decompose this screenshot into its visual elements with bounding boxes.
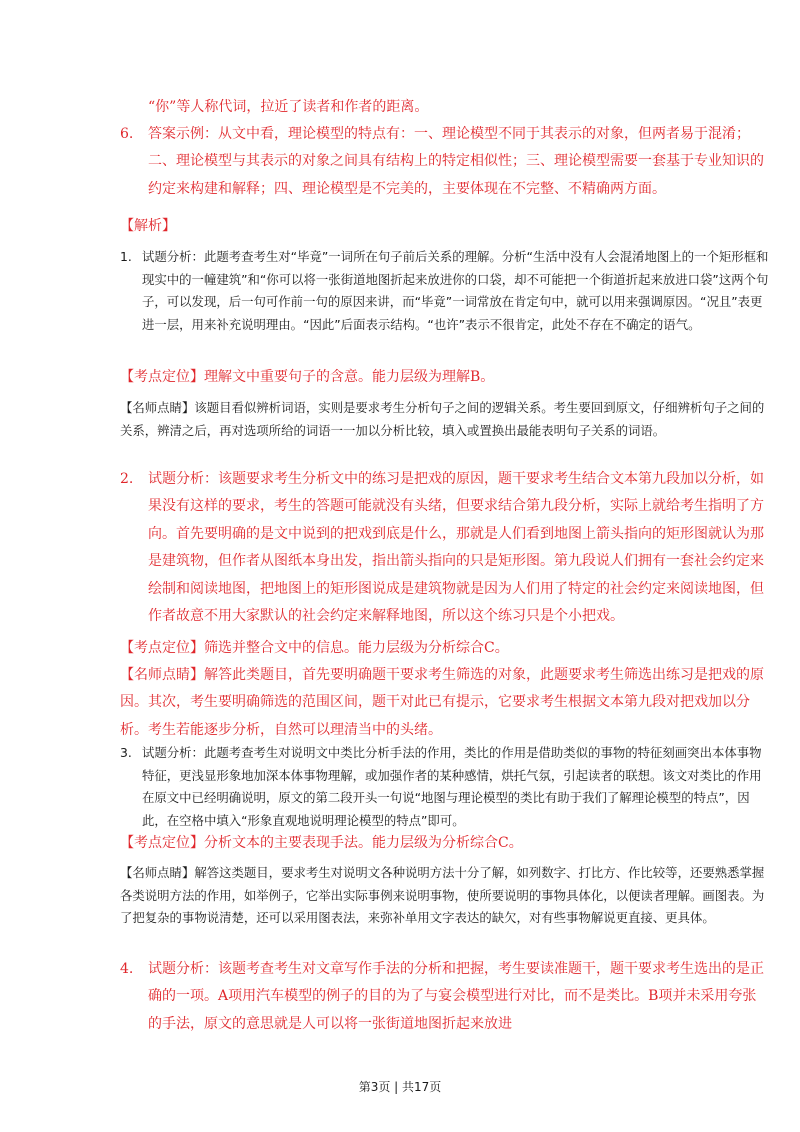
a1-tip: 【名师点睛】该题目看似辨析词语，实则是要求考生分析句子之间的逻辑关系。考生要回到原文，仔细辨析句子之间的关系，辨清之后，再对选项所给的词语一一加以分析比较，填入或置换出最能表明句子关系的词语。 (120, 400, 765, 438)
q6-number: 6. (120, 126, 134, 142)
a2-text: 试题分析：该题要求考生分析文中的练习是把戏的原因，题干要求考生结合文本第九段加以分析，如果没有这样的要求，考生的答题可能就没有头绪，但要求结合第九段分析，实际上就给考生指明了方向。首先要明确的是文中说到的把戏到底是什么，那就是人们看到地图上箭头指向的矩形图就认为那是建筑物，但作者从图纸本身出发，指出箭头指向的只是矩形图。第九段说人们拥有一套社会约定来绘制和阅读地图，把地图上的矩形图说成是建筑物就是因为人们用了特定的社会约定来阅读地图，但作者故意不用大家默认的社会约定来解释地图，所以这个练习只是个小把戏。 (148, 471, 764, 625)
a4-number: 4. (120, 961, 134, 977)
top-line: “你”等人称代词，拉近了读者和作者的距离。 (148, 99, 429, 115)
q6-text: 答案示例：从文中看，理论模型的特点有：一、理论模型不同于其表示的对象，但两者易于混淆；二、理论模型与其表示的对象之间具有结构上的特定相似性；三、理论模型需要一套基于专业知识的约定来构建和解释；四、理论模型是不完美的，主要体现在不完整、不精确两方面。 (148, 126, 764, 197)
a3-number: 3. (120, 745, 132, 760)
a1-point: 【考点定位】理解文中重要句子的含意。能力层级为理解B。 (120, 369, 495, 385)
a2-point: 【考点定位】筛选并整合文中的信息。能力层级为分析综合C。 (120, 640, 509, 656)
page-footer: 第3页 | 共17页 (358, 1080, 442, 1094)
a4-text: 试题分析：该题考查考生对文章写作手法的分析和把握，考生要读准题干，题干要求考生选出的是正确的一项。A项用汽车模型的例子的目的为了与宴会模型进行对比，而不是类比。B项并未采用夸张的手法，原文的意思就是人可以将一张街道地图折起来放进 (148, 961, 764, 1032)
a3-text: 试题分析：此题考查考生对说明文中类比分析手法的作用，类比的作用是借助类似的事物的特征刻画突出本体事物特征，更浅显形象地加深本体事物理解，或加强作者的某种感情，烘托气氛，引起读者的联想。该文对类比的作用在原文中已经明确说明，原文的第二段开头一句说“地图与理论模型的类比有助于我们了解理论模型的特点”，因此，在空格中填入“形象直观地说明理论模型的特点”即可。 (142, 745, 762, 828)
a3-tip: 【名师点睛】解答这类题目，要求考生对说明文各种说明方法十分了解，如列数字、打比方、作比较等，还要熟悉掌握各类说明方法的作用，如举例子，它举出实际事例来说明事物，使所要说明的事物具体化，以便读者理解。画图表。为了把复杂的事物说清楚，还可以采用图表法，来弥补单用文字表达的缺欠，对有些事物解说更直接、更具体。 (120, 865, 765, 925)
a1-text: 试题分析：此题考查考生对“毕竟”一词所在句子前后关系的理解。分析“生活中没有人会混淆地图上的一个矩形框和现实中的一幢建筑”和“你可以将一张街道地图折起来放进你的口袋，却不可能把一个街道折起来放进口袋”这两个句子，可以发现，后一句可作前一句的原因来讲，而“毕竟”一词常放在肯定句中，就可以用来强调原因。“况且”表更进一层，用来补充说明理由。“因此”后面表示结构。“也许”表示不很肯定，此处不存在不确定的语气。 (142, 249, 769, 332)
a2-tip: 【名师点睛】解答此类题目，首先要明确题干要求考生筛选的对象，此题要求考生筛选出练习是把戏的原因。其次，考生要明确筛选的范围区间，题干对此已有提示，它要求考生根据文本第九段对把戏加以分析。考生若能逐步分析，自然可以理清当中的头绪。 (120, 667, 764, 738)
analysis-heading: 【解析】 (120, 218, 176, 234)
a3-point: 【考点定位】分析文本的主要表现手法。能力层级为分析综合C。 (120, 835, 523, 851)
a2-number: 2. (120, 471, 134, 487)
a1-number: 1. (120, 249, 132, 264)
